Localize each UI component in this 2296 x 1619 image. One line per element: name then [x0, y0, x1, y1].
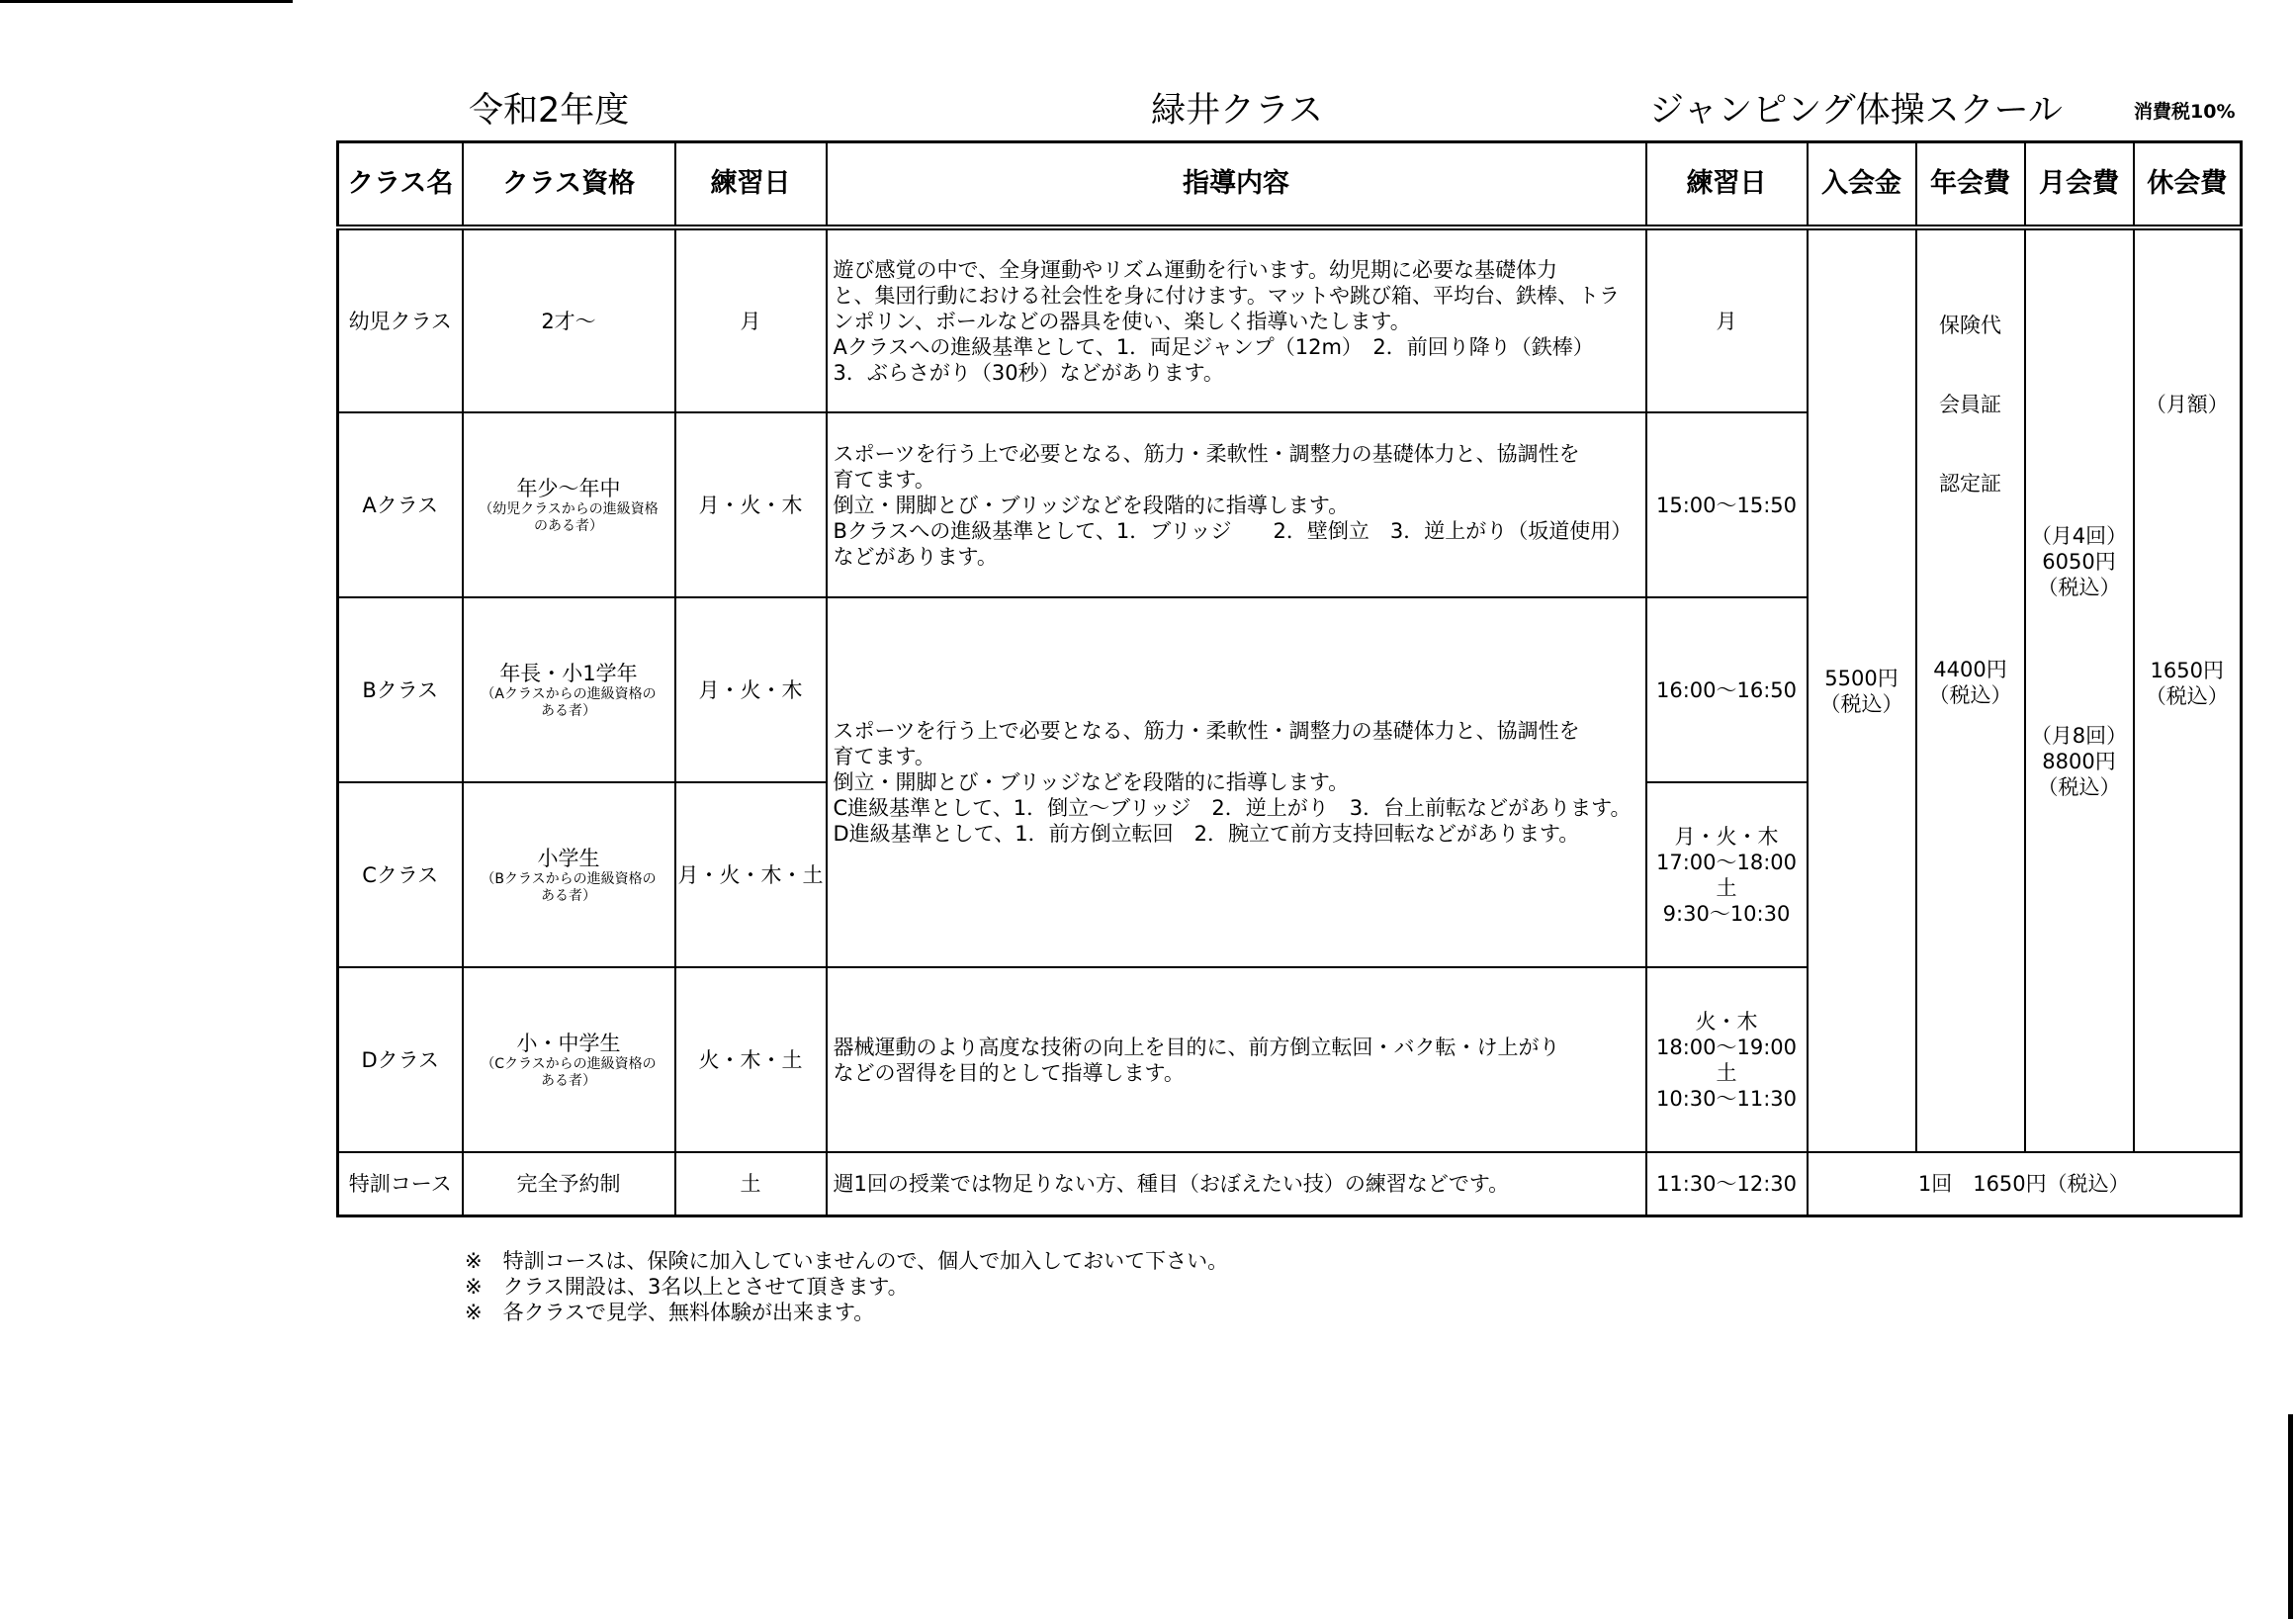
class-qualification: 年少～年中 （幼児クラスからの進級資格 のある者）	[463, 412, 675, 597]
class-name: Dクラス	[338, 967, 463, 1152]
class-time: 月	[1646, 227, 1808, 412]
class-qualification: 小学生 （Bクラスからの進級資格の ある者）	[463, 782, 675, 967]
class-time: 16:00～16:50	[1646, 597, 1808, 782]
class-location: 緑井クラス	[1151, 91, 1323, 131]
class-qualification: 年長・小1学年 （Aクラスからの進級資格の ある者）	[463, 597, 675, 782]
class-days: 月・火・木・土	[675, 782, 827, 967]
class-time: 11:30～12:30	[1646, 1152, 1808, 1215]
class-qualification: 完全予約制	[463, 1152, 675, 1215]
entry-fee: 5500円 （税込）	[1808, 227, 1916, 1152]
class-qualification: 小・中学生 （Cクラスからの進級資格の ある者）	[463, 967, 675, 1152]
monthly-fee: （月4回） 6050円 （税込） （月8回） 8800円 （税込）	[2025, 227, 2134, 1152]
col-header-content: 指導内容	[827, 142, 1646, 228]
class-days: 月	[675, 227, 827, 412]
fiscal-year: 令和2年度	[469, 91, 630, 131]
class-days: 土	[675, 1152, 827, 1215]
class-time: 月・火・木 17:00～18:00 土 9:30～10:30	[1646, 782, 1808, 967]
class-content: スポーツを行う上で必要となる、筋力・柔軟性・調整力の基礎体力と、協調性を 育てます。 倒立・開脚とび・ブリッジなどを段階的に指導します。 Bクラスへの進級基準として、1．ブリッジ 2．壁倒立 3．逆上がり（坂道使用） などがあります。	[827, 412, 1646, 597]
class-content-bc: スポーツを行う上で必要となる、筋力・柔軟性・調整力の基礎体力と、協調性を 育てます。 倒立・開脚とび・ブリッジなどを段階的に指導します。 C進級基準として、1．倒立～ブリッジ 2．逆上がり 3．台上前転などがあります。 D進級基準として、1．前方倒立転回 2．腕立て前方支持回転などがあります。	[827, 597, 1646, 967]
col-header-annual-fee: 年会費	[1916, 142, 2025, 228]
col-header-class-name: クラス名	[338, 142, 463, 228]
schedule-table	[336, 140, 2243, 1217]
annual-fee: 保険代 会員証 認定証 4400円 （税込）	[1916, 227, 2025, 1152]
class-content: 週1回の授業では物足りない方、種目（おぼえたい技）の練習などです。	[827, 1152, 1646, 1215]
class-name: Aクラス	[338, 412, 463, 597]
class-content: 器械運動のより高度な技術の向上を目的に、前方倒立転回・バク転・け上がり などの習得を目的として指導します。	[827, 967, 1646, 1152]
class-time: 火・木 18:00～19:00 土 10:30～11:30	[1646, 967, 1808, 1152]
class-name: Cクラス	[338, 782, 463, 967]
col-header-entry-fee: 入会金	[1808, 142, 1916, 228]
tax-note: 消費税10%	[2134, 101, 2236, 123]
school-name: ジャンピング体操スクール	[1649, 91, 2063, 131]
col-header-qualification: クラス資格	[463, 142, 675, 228]
col-header-time: 練習日	[1646, 142, 1808, 228]
class-name: Bクラス	[338, 597, 463, 782]
table-row	[338, 227, 2242, 412]
col-header-days: 練習日	[675, 142, 827, 228]
table-row	[338, 1152, 2242, 1215]
notes	[465, 1248, 1228, 1325]
header-row	[338, 142, 2242, 228]
suspend-fee: （月額） 1650円 （税込）	[2134, 227, 2242, 1152]
class-days: 火・木・土	[675, 967, 827, 1152]
class-content: 遊び感覚の中で、全身運動やリズム運動を行います。幼児期に必要な基礎体力 と、集団行動における社会性を身に付けます。マットや跳び箱、平均台、鉄棒、トラ ンポリン、ボールなどの器具を使い、楽しく指導いたします。 Aクラスへの進級基準として、1．両足ジャンプ（12m） 2．前回り降り（鉄棒） 3．ぶらさがり（30秒）などがあります。	[827, 227, 1646, 412]
class-name: 特訓コース	[338, 1152, 463, 1215]
note-item: ※ クラス開設は、3名以上とさせて頂きます。	[465, 1275, 909, 1299]
top-rule	[0, 0, 293, 3]
note-item: ※ 各クラスで見学、無料体験が出来ます。	[465, 1301, 875, 1324]
class-days: 月・火・木	[675, 597, 827, 782]
right-edge-bar	[2288, 1414, 2293, 1619]
class-days: 月・火・木	[675, 412, 827, 597]
class-qualification: 2才～	[463, 227, 675, 412]
col-header-monthly-fee: 月会費	[2025, 142, 2134, 228]
special-course-fee: 1回 1650円（税込）	[1808, 1152, 2242, 1215]
class-time: 15:00～15:50	[1646, 412, 1808, 597]
col-header-suspend-fee: 休会費	[2134, 142, 2242, 228]
class-name: 幼児クラス	[338, 227, 463, 412]
note-item: ※ 特訓コースは、保険に加入していませんので、個人で加入しておいて下さい。	[465, 1249, 1229, 1273]
